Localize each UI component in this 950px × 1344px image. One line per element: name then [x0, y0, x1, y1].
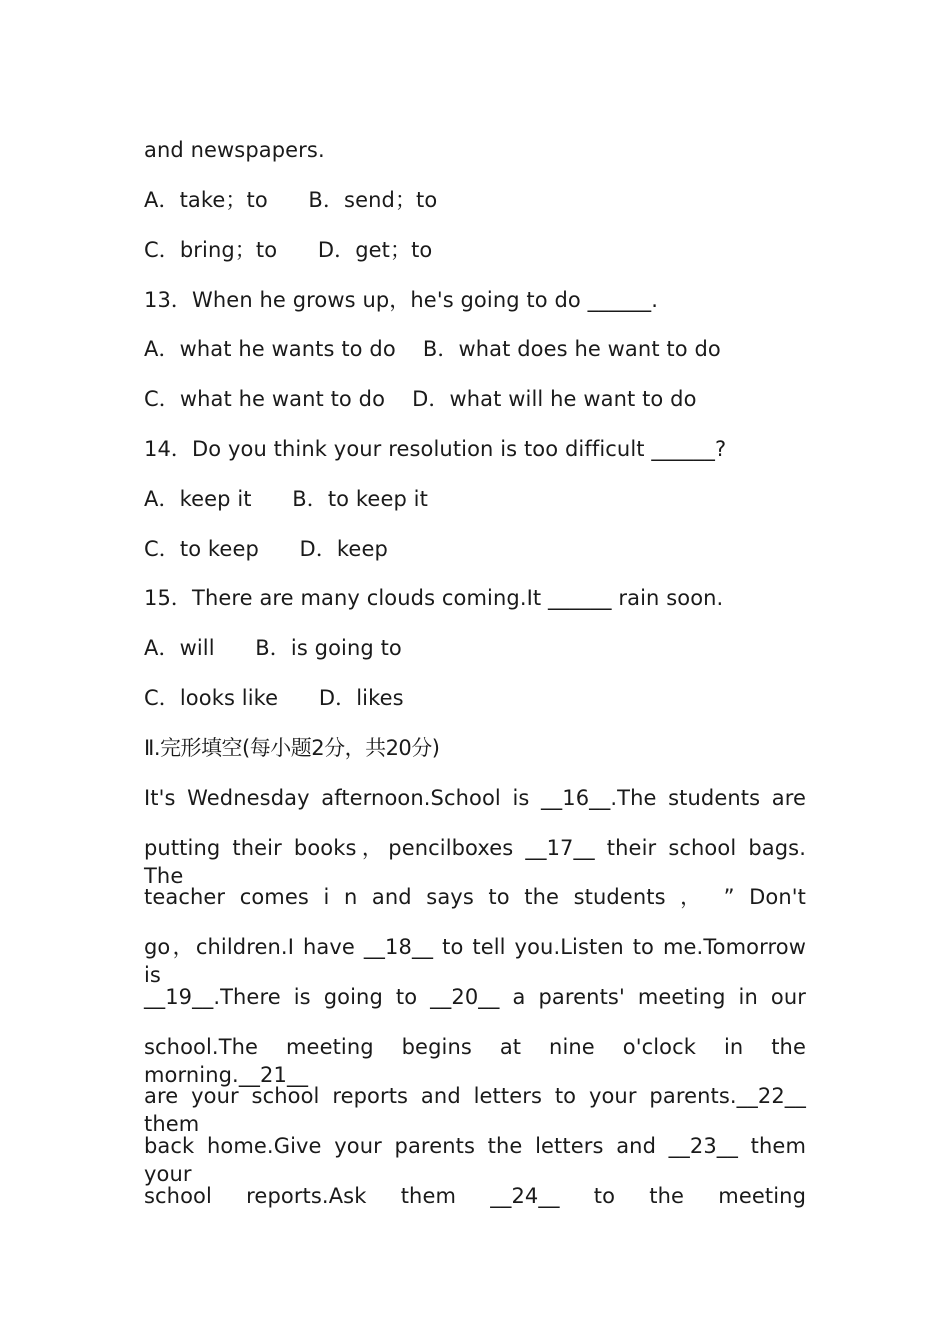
q13-question: 13．When he grows up，he's going to do ______.: [144, 288, 659, 312]
passage-line: teacher comes i n and says to the students ， ” Don't: [144, 885, 806, 909]
q13-options-ab: A．what he wants to do B．what does he want to do: [144, 337, 721, 361]
section-title-cloze: Ⅱ.完形填空(每小题2分，共20分): [144, 736, 440, 760]
passage-line: go，children.I have __18__ to tell you.Listen to me.Tomorrow is: [144, 935, 806, 987]
q12-options-cd: C．bring；to D．get；to: [144, 238, 433, 262]
q12-text-end: and newspapers.: [144, 138, 325, 162]
q13-options-cd: C．what he want to do D．what will he want to do: [144, 387, 697, 411]
passage-line: It's Wednesday afternoon.School is __16__.The students are: [144, 786, 806, 810]
passage-line: school reports.Ask them __24__ to the meeting: [144, 1184, 806, 1208]
passage-line: are your school reports and letters to your parents.__22__ them: [144, 1084, 806, 1136]
q12-options-ab: A．take；to B．send；to: [144, 188, 438, 212]
passage-line: __19__.There is going to __20__ a parents' meeting in our: [144, 985, 806, 1009]
q15-options-cd: C．looks like D．likes: [144, 686, 404, 710]
q15-question: 15．There are many clouds coming.It ______ rain soon.: [144, 586, 724, 610]
q14-options-ab: A．keep it B．to keep it: [144, 487, 428, 511]
passage-line: back home.Give your parents the letters and __23__ them your: [144, 1134, 806, 1186]
q14-options-cd: C．to keep D．keep: [144, 537, 388, 561]
q15-options-ab: A．will B．is going to: [144, 636, 402, 660]
q14-question: 14．Do you think your resolution is too difficult ______?: [144, 437, 727, 461]
passage-line: school.The meeting begins at nine o'clock in the morning.__21__: [144, 1035, 806, 1087]
passage-line: putting their books，pencilboxes __17__ their school bags. The: [144, 836, 806, 888]
